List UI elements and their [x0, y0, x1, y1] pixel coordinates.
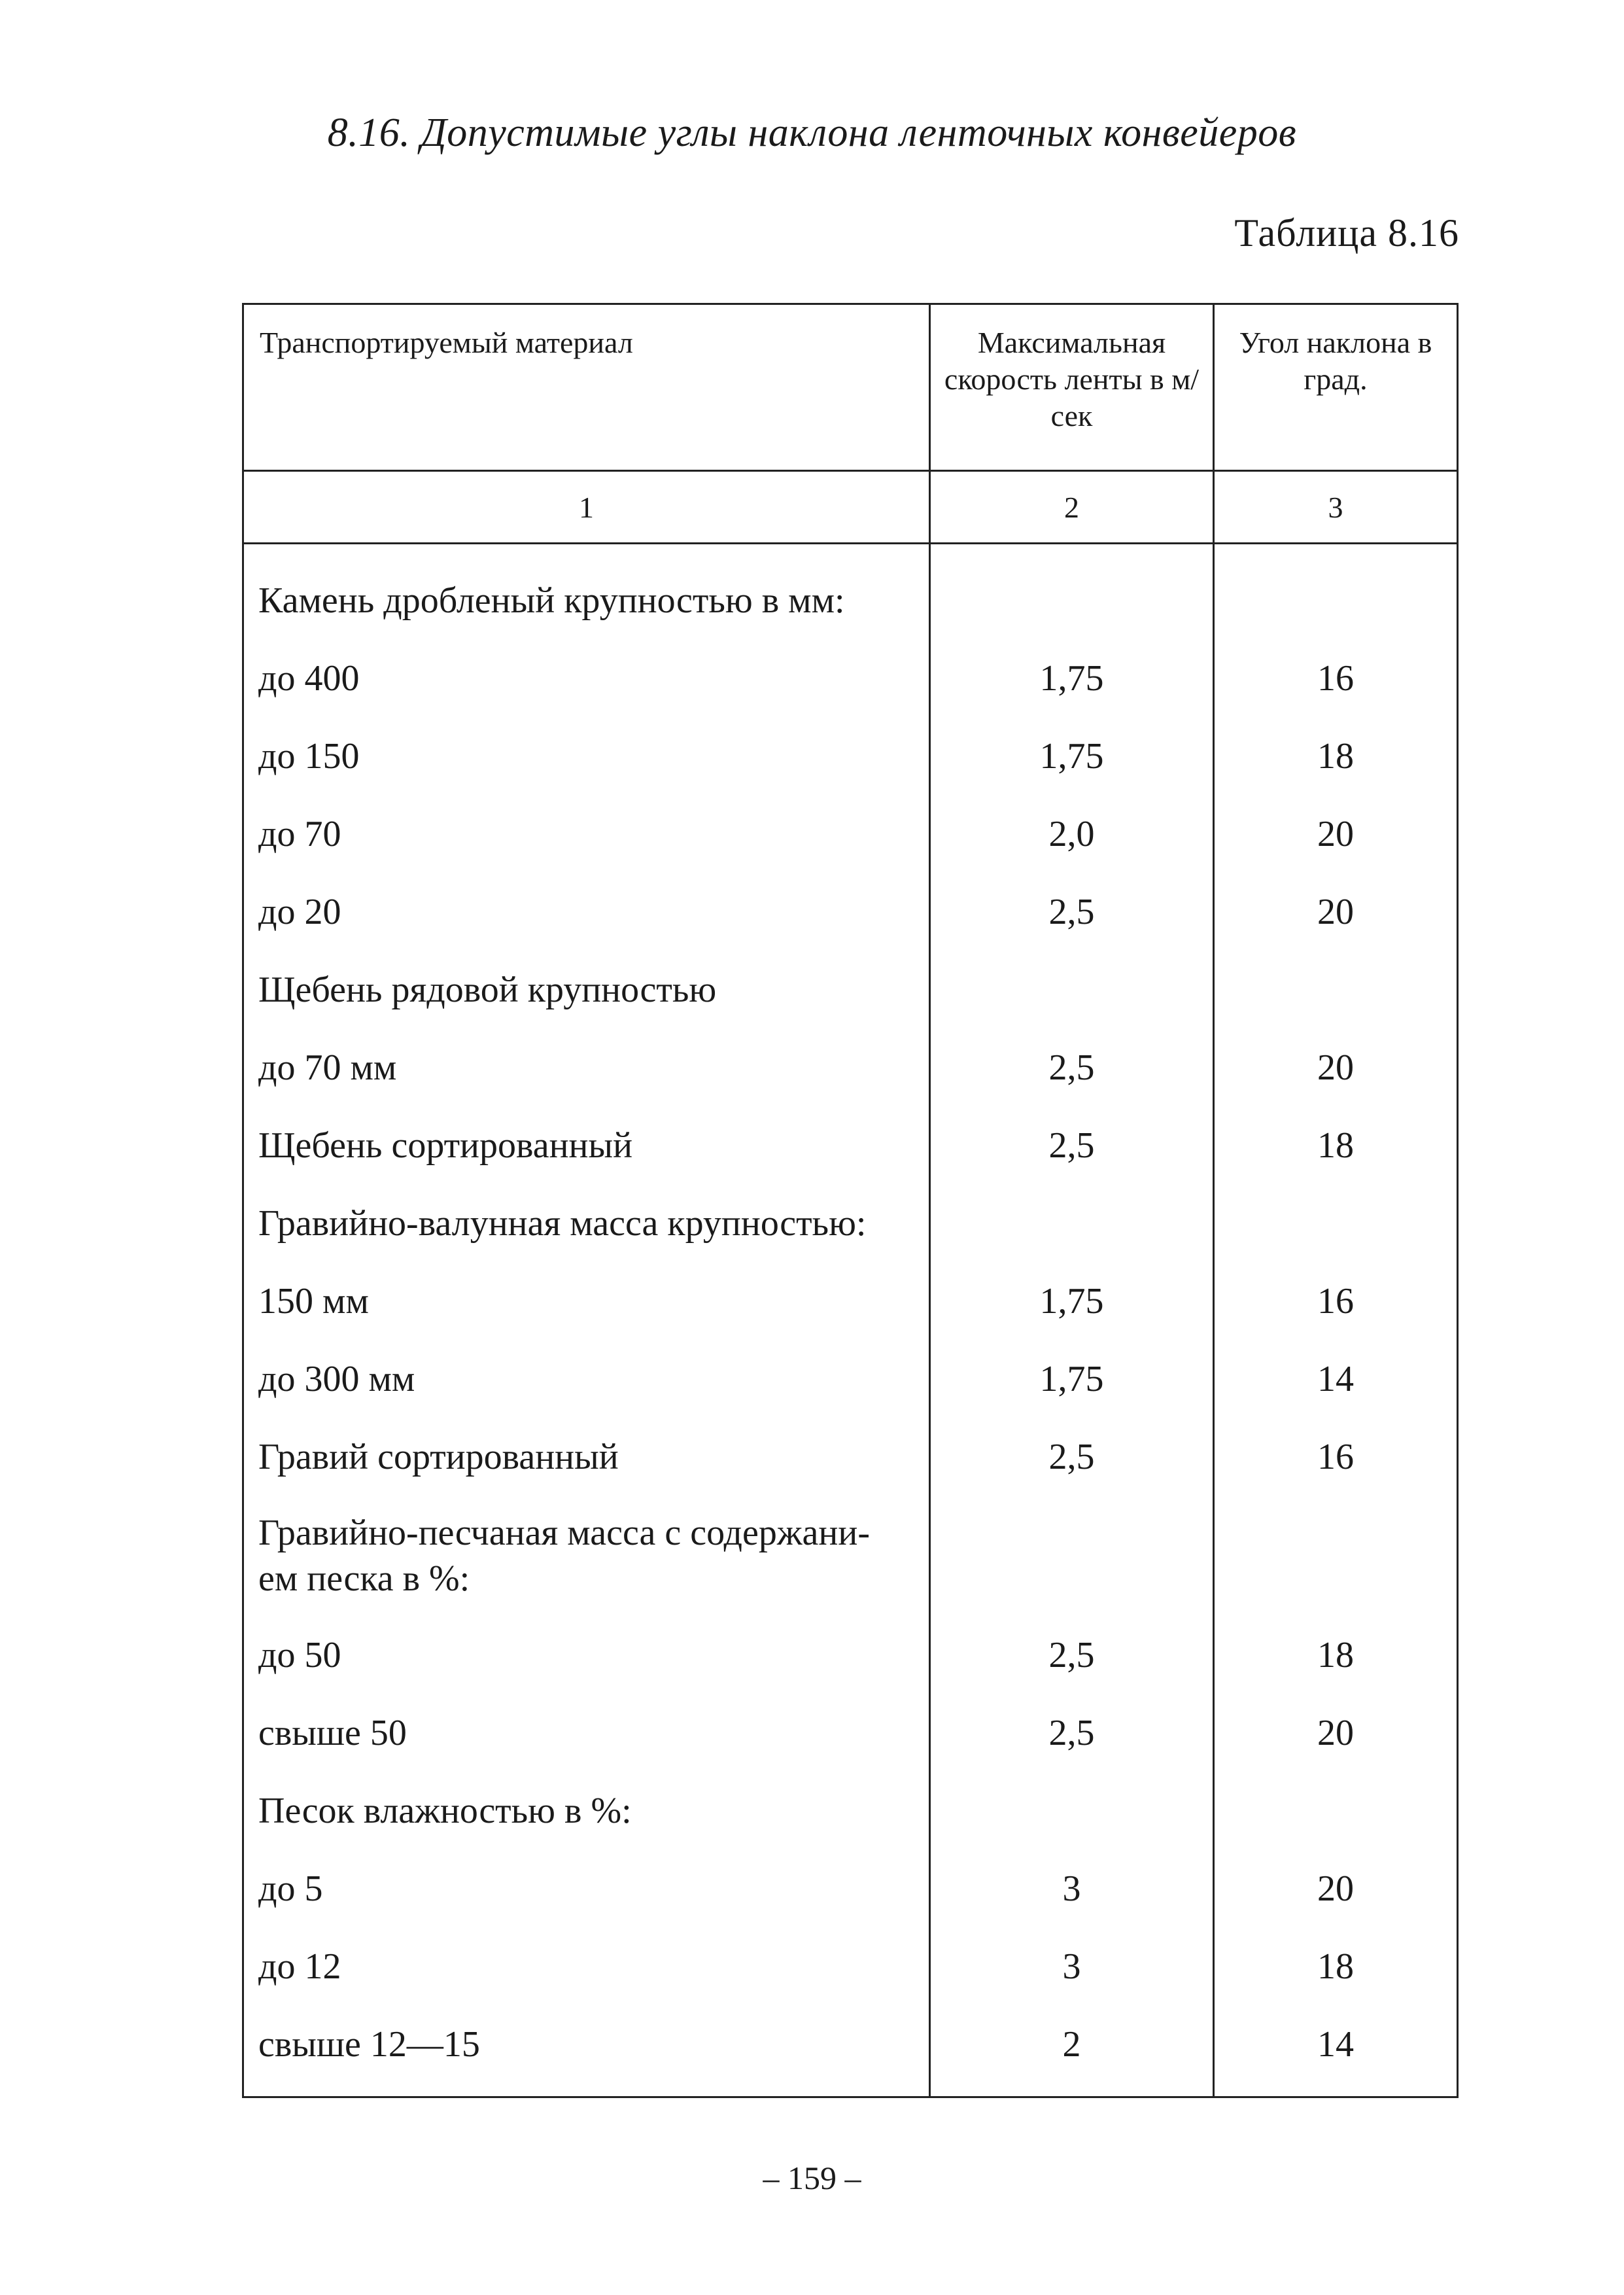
material-cell: до 70	[243, 795, 930, 873]
material-cell: до 300 мм	[243, 1340, 930, 1418]
material-cell: до 70 мм	[243, 1028, 930, 1106]
header-max-speed: Максимальная скорость ленты в м/сек	[930, 304, 1214, 471]
column-number: 2	[930, 471, 1214, 544]
material-cell: до 400	[243, 639, 930, 717]
material-cell: до 12	[243, 1927, 930, 2005]
angle-cell: 20	[1214, 795, 1458, 873]
header-angle: Угол наклона в град.	[1214, 304, 1458, 471]
speed-cell: 2,5	[930, 1694, 1214, 1772]
speed-cell: 1,75	[930, 1262, 1214, 1340]
table-row	[243, 1184, 1458, 1262]
table-row	[243, 2005, 1458, 2097]
speed-cell: 2,5	[930, 1616, 1214, 1694]
page-title: 8.16. Допустимые углы наклона ленточных конвейеров	[327, 111, 1297, 155]
speed-cell: 2,0	[930, 795, 1214, 873]
table-row	[243, 873, 1458, 951]
table-row	[243, 1772, 1458, 1849]
material-cell: Щебень сортированный	[243, 1106, 930, 1184]
angle-cell	[1214, 951, 1458, 1028]
angle-cell: 20	[1214, 1694, 1458, 1772]
table-row	[243, 1106, 1458, 1184]
angle-cell: 18	[1214, 1927, 1458, 2005]
material-cell: 150 мм	[243, 1262, 930, 1340]
table-row	[243, 1262, 1458, 1340]
material-cell: до 150	[243, 717, 930, 795]
speed-cell	[930, 1772, 1214, 1849]
angle-cell: 14	[1214, 2005, 1458, 2097]
angle-cell	[1214, 1496, 1458, 1616]
speed-cell: 1,75	[930, 639, 1214, 717]
table-header-row	[243, 304, 1458, 471]
angle-cell: 18	[1214, 1106, 1458, 1184]
angle-cell: 16	[1214, 1262, 1458, 1340]
page-number: – 159 –	[763, 2160, 861, 2196]
conveyor-angles-table	[242, 303, 1459, 2098]
angle-cell: 20	[1214, 1849, 1458, 1927]
speed-cell: 1,75	[930, 717, 1214, 795]
material-cell: до 20	[243, 873, 930, 951]
table-row	[243, 1694, 1458, 1772]
speed-cell	[930, 1184, 1214, 1262]
angle-cell	[1214, 1772, 1458, 1849]
table-row	[243, 639, 1458, 717]
table-row	[243, 795, 1458, 873]
speed-cell: 2,5	[930, 1418, 1214, 1496]
table-row	[243, 1340, 1458, 1418]
speed-cell	[930, 544, 1214, 640]
material-cell: Гравийно-валунная масса крупностью:	[243, 1184, 930, 1262]
angle-cell: 18	[1214, 717, 1458, 795]
material-cell: свыше 12—15	[243, 2005, 930, 2097]
table-row	[243, 1616, 1458, 1694]
table-row	[243, 1496, 1458, 1616]
column-number: 3	[1214, 471, 1458, 544]
speed-cell: 2	[930, 2005, 1214, 2097]
angle-cell: 18	[1214, 1616, 1458, 1694]
speed-cell: 2,5	[930, 873, 1214, 951]
angle-cell: 16	[1214, 639, 1458, 717]
material-cell: свыше 50	[243, 1694, 930, 1772]
angle-cell: 16	[1214, 1418, 1458, 1496]
table-caption: Таблица 8.16	[1234, 211, 1459, 254]
table-row	[243, 1418, 1458, 1496]
material-cell: до 5	[243, 1849, 930, 1927]
speed-cell: 1,75	[930, 1340, 1214, 1418]
material-cell: Щебень рядовой крупностью	[243, 951, 930, 1028]
material-cell: Гравий сортированный	[243, 1418, 930, 1496]
material-cell: Песок влажностью в %:	[243, 1772, 930, 1849]
material-cell: до 50	[243, 1616, 930, 1694]
angle-cell	[1214, 1184, 1458, 1262]
angle-cell: 14	[1214, 1340, 1458, 1418]
header-material: Транспортируемый материал	[243, 304, 930, 471]
table-row	[243, 717, 1458, 795]
speed-cell: 3	[930, 1927, 1214, 2005]
table-row	[243, 1028, 1458, 1106]
speed-cell: 2,5	[930, 1106, 1214, 1184]
table-row	[243, 1849, 1458, 1927]
angle-cell: 20	[1214, 873, 1458, 951]
table-row	[243, 1927, 1458, 2005]
speed-cell: 2,5	[930, 1028, 1214, 1106]
speed-cell	[930, 1496, 1214, 1616]
material-cell: Камень дробленый крупностью в мм:	[243, 544, 930, 640]
column-number-row	[243, 471, 1458, 544]
speed-cell	[930, 951, 1214, 1028]
speed-cell: 3	[930, 1849, 1214, 1927]
table-row	[243, 951, 1458, 1028]
column-number: 1	[243, 471, 930, 544]
table-row	[243, 544, 1458, 640]
material-cell: Гравийно-песчаная масса с содержани-ем песка в %:	[243, 1496, 930, 1616]
angle-cell	[1214, 544, 1458, 640]
angle-cell: 20	[1214, 1028, 1458, 1106]
